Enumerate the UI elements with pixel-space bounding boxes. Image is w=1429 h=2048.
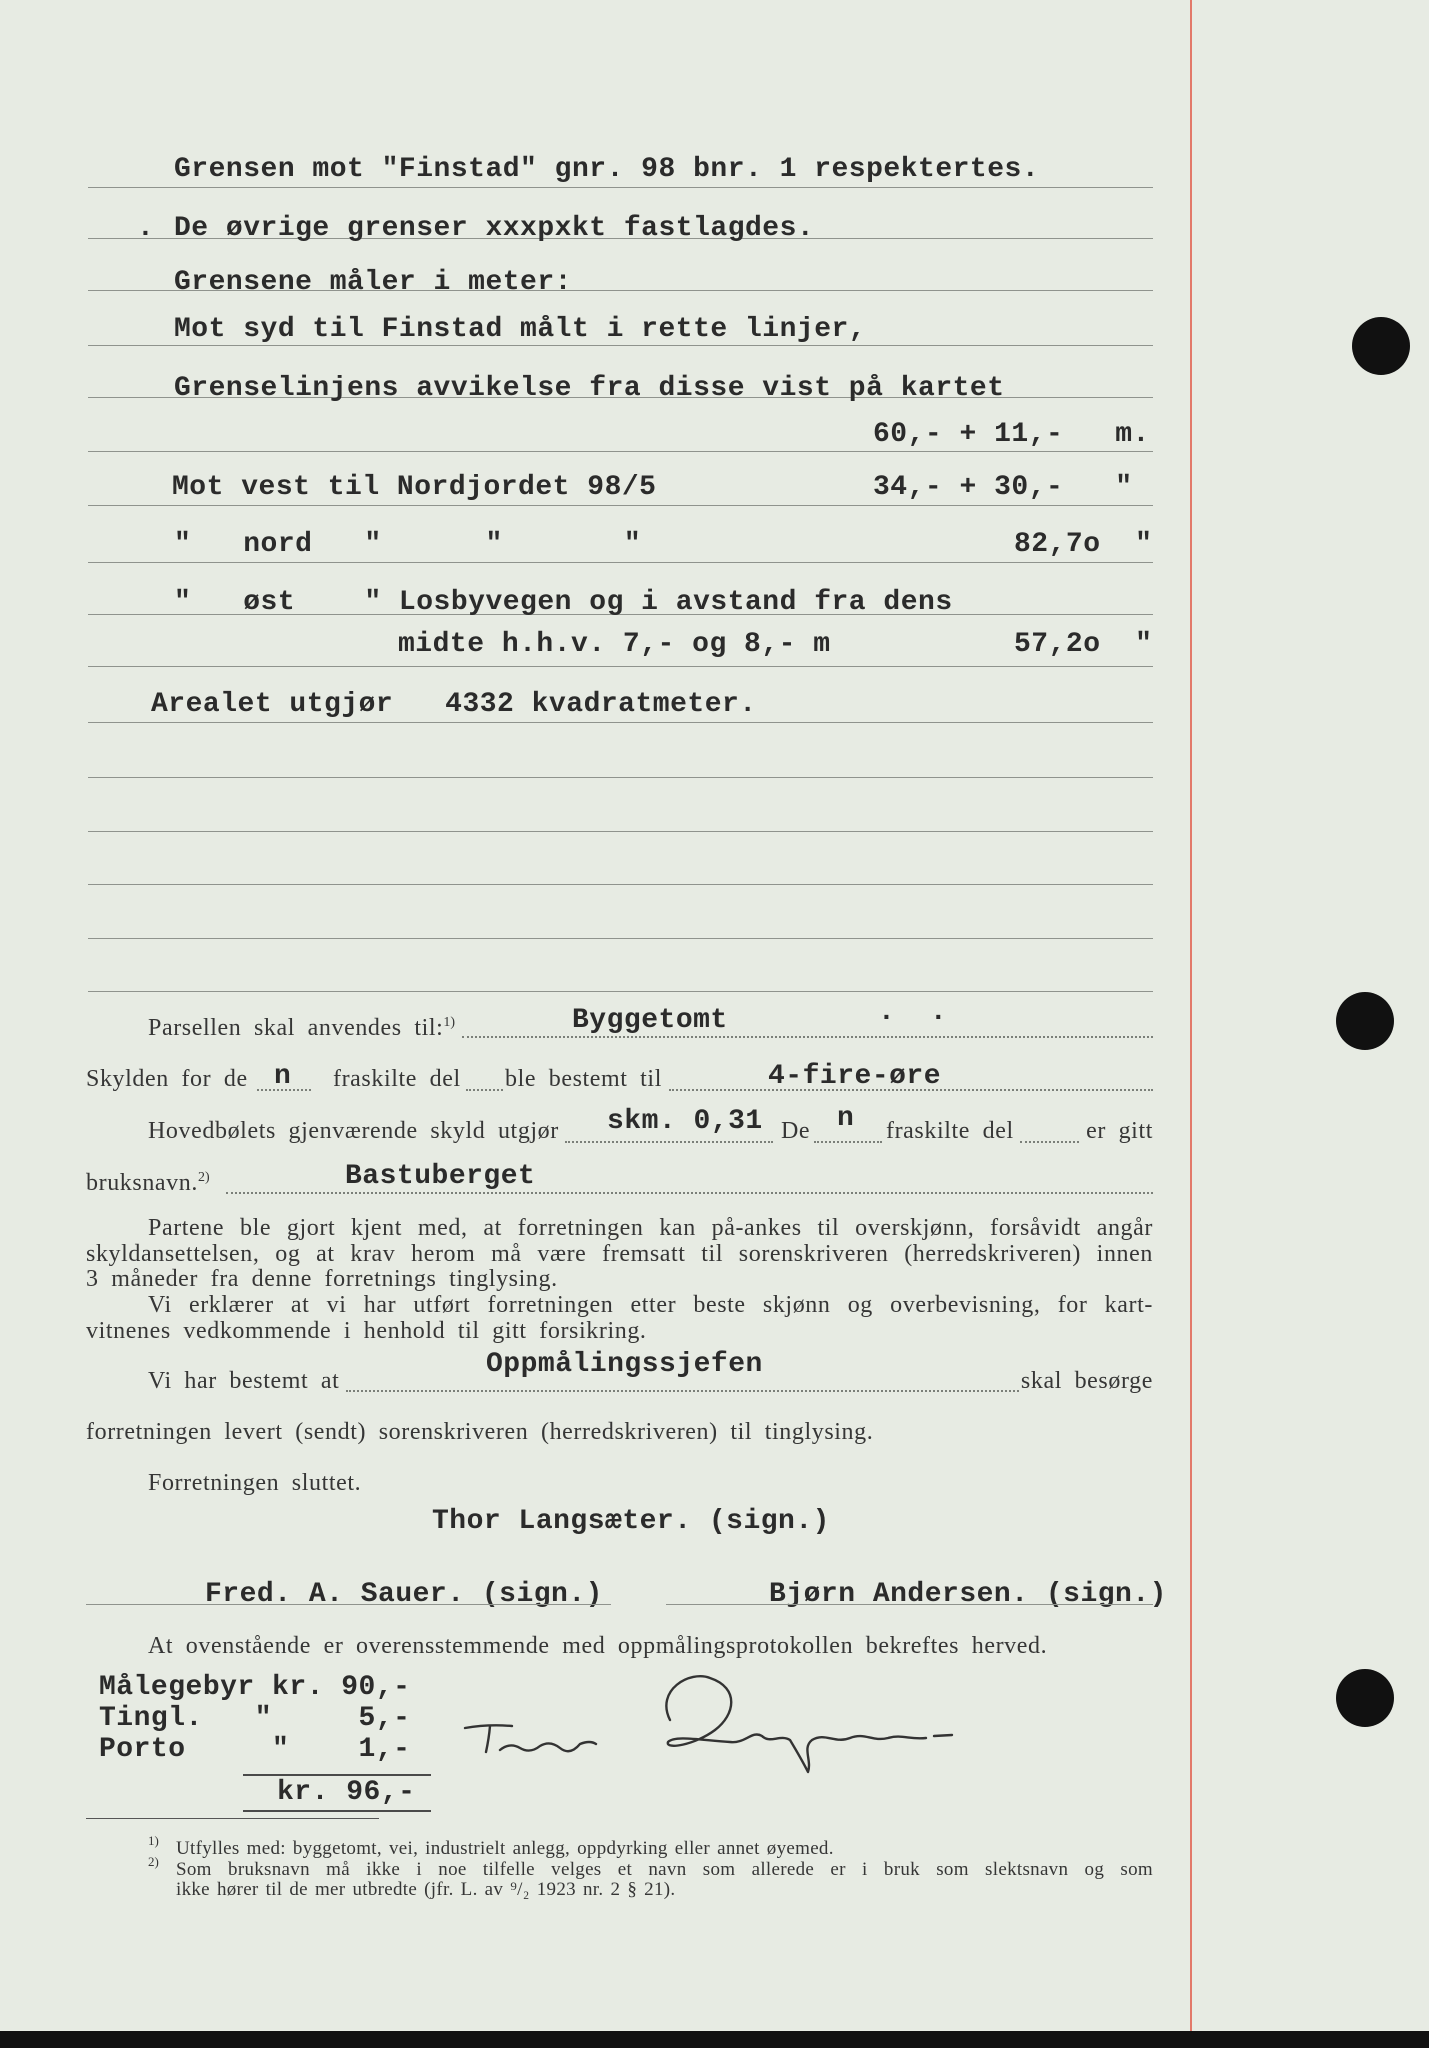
footnote-mark: 2) bbox=[148, 1854, 159, 1869]
chair-signature: Thor Langsæter. (sign.) bbox=[432, 1506, 830, 1537]
fill-line bbox=[466, 1089, 503, 1091]
signature-line bbox=[86, 1604, 611, 1605]
footnote-separator bbox=[86, 1818, 379, 1819]
footnote-ref: 2) bbox=[197, 1170, 210, 1185]
footnote-text: ikke hører til de mer utbredte (jfr. L. av ⁹/₂ 1923 nr. 2 § 21). bbox=[176, 1879, 676, 1900]
area-statement: Arealet utgjør 4332 kvadratmeter. bbox=[151, 689, 757, 720]
ruled-line bbox=[88, 884, 1153, 885]
delivery-line-2: forretningen levert (sendt) sorenskriveren (herredskriveren) til tinglysing. bbox=[86, 1419, 874, 1445]
stray-marks: . . bbox=[878, 997, 948, 1028]
name-value: Bastuberget bbox=[345, 1161, 536, 1192]
tax-label-b: fraskilte del bbox=[333, 1066, 461, 1092]
footnote-text: Som bruksnavn må ikke i noe tilfelle velges et navn som allerede er i bruk som slektsnavn og som bbox=[176, 1859, 1153, 1880]
delivery-label-b: skal besørge bbox=[1020, 1368, 1153, 1394]
delivery-value: Oppmålingssjefen bbox=[486, 1349, 763, 1380]
measurement-value: 82,7o " bbox=[1014, 529, 1153, 560]
fee-row: Tingl. " 5,- bbox=[99, 1703, 411, 1734]
ruled-line bbox=[88, 187, 1153, 188]
use-label: Parsellen skal anvendes til: bbox=[148, 1015, 444, 1041]
ruled-line bbox=[88, 722, 1153, 723]
boundary-line-2: De øvrige grenser xxxpxkt fastlagdes. bbox=[174, 213, 815, 244]
margin-line bbox=[1190, 0, 1192, 2031]
tax-value: 4-fire-øre bbox=[768, 1061, 942, 1092]
use-value: Byggetomt bbox=[572, 1005, 728, 1036]
boundary-line-3: Grensene måler i meter: bbox=[174, 267, 572, 298]
witness-signature: Fred. A. Sauer. (sign.) bbox=[205, 1579, 603, 1610]
measurement-value: 57,2o " bbox=[1014, 629, 1153, 660]
witness-signature: Bjørn Andersen. (sign.) bbox=[769, 1579, 1167, 1610]
measurement-direction: " øst " Losbyvegen og i avstand fra dens bbox=[174, 587, 953, 618]
fill-line bbox=[1020, 1141, 1079, 1143]
punch-hole bbox=[1352, 317, 1410, 375]
footnote-text: Utfylles med: byggetomt, vei, industrielt anlegg, oppdyrking eller annet øyemed. bbox=[176, 1838, 834, 1859]
punch-hole bbox=[1336, 992, 1394, 1050]
ruled-line bbox=[88, 991, 1153, 992]
main-label: Hovedbølets gjenværende skyld utgjør bbox=[148, 1118, 559, 1144]
boundary-line-4: Mot syd til Finstad målt i rette linjer, bbox=[174, 314, 867, 345]
footnote-mark: 1) bbox=[148, 1833, 159, 1848]
ruled-line bbox=[88, 938, 1153, 939]
main-de: De bbox=[781, 1118, 811, 1144]
fill-line bbox=[346, 1390, 1019, 1392]
fill-line bbox=[226, 1192, 1153, 1194]
boundary-line-2-mark: . bbox=[137, 213, 155, 244]
handwritten-signature bbox=[440, 1660, 980, 1790]
main-n: n bbox=[837, 1103, 855, 1134]
closing-statement: Forretningen sluttet. bbox=[148, 1470, 362, 1496]
sum-line bbox=[243, 1810, 431, 1812]
certification: At ovenstående er overensstemmende med oppmålingsprotokollen bekreftes herved. bbox=[148, 1633, 1048, 1659]
measurement-value: 34,- + 30,- " bbox=[873, 472, 1133, 503]
signature-line bbox=[666, 1604, 1153, 1605]
fill-line bbox=[462, 1036, 1153, 1038]
measurement-direction: midte h.h.v. 7,- og 8,- m bbox=[398, 629, 831, 660]
ruled-line bbox=[88, 562, 1153, 563]
punch-hole bbox=[1336, 1669, 1394, 1727]
ruled-line bbox=[88, 505, 1153, 506]
paragraph-line: skyldansettelsen, og at krav herom må være fremsatt til sorenskriveren (herredskriveren) innen bbox=[86, 1241, 1153, 1267]
ruled-line bbox=[88, 345, 1153, 346]
paragraph-line: Vi erklærer at vi har utført forretningen etter beste skjønn og overbevisning, for kart- bbox=[148, 1292, 1153, 1318]
sum-line bbox=[243, 1774, 431, 1776]
main-label-b: fraskilte del bbox=[886, 1118, 1014, 1144]
name-label: bruksnavn. bbox=[86, 1170, 198, 1196]
ruled-line bbox=[88, 666, 1153, 667]
fill-line bbox=[814, 1141, 882, 1143]
main-value: skm. 0,31 bbox=[607, 1106, 763, 1137]
paragraph-line: vitnenes vedkommende i henhold til gitt forsikring. bbox=[86, 1318, 647, 1344]
measurement-direction: Mot vest til Nordjordet 98/5 bbox=[172, 472, 657, 503]
use-label-group bbox=[148, 1014, 455, 1042]
paragraph-line: Partene ble gjort kjent med, at forretningen kan på-ankes til overskjønn, forsåvidt angår bbox=[148, 1215, 1153, 1241]
fee-total: kr. 96,- bbox=[277, 1777, 416, 1808]
tax-label-c: ble bestemt til bbox=[505, 1066, 662, 1092]
paragraph-line: 3 måneder fra denne forretnings tinglysing. bbox=[86, 1266, 558, 1292]
ruled-line bbox=[88, 451, 1153, 452]
fee-row: Målegebyr kr. 90,- bbox=[99, 1672, 411, 1703]
ruled-line bbox=[88, 777, 1153, 778]
boundary-line-1: Grensen mot "Finstad" gnr. 98 bnr. 1 respektertes. bbox=[174, 154, 1040, 185]
measurement-value: 60,- + 11,- m. bbox=[873, 419, 1150, 450]
fill-line bbox=[565, 1141, 773, 1143]
delivery-label-a: Vi har bestemt at bbox=[148, 1368, 340, 1394]
fee-row: Porto " 1,- bbox=[99, 1734, 411, 1765]
name-label-group bbox=[86, 1169, 210, 1197]
ruled-line bbox=[88, 831, 1153, 832]
scan-border bbox=[0, 2031, 1429, 2048]
tax-label-a: Skylden for de bbox=[86, 1066, 248, 1092]
footnote-ref: 1) bbox=[443, 1015, 456, 1030]
measurement-direction: " nord " " " bbox=[174, 529, 642, 560]
tax-n: n bbox=[274, 1061, 292, 1092]
main-label-c: er gitt bbox=[1086, 1118, 1153, 1144]
boundary-line-5: Grenselinjens avvikelse fra disse vist på kartet bbox=[174, 373, 1005, 404]
